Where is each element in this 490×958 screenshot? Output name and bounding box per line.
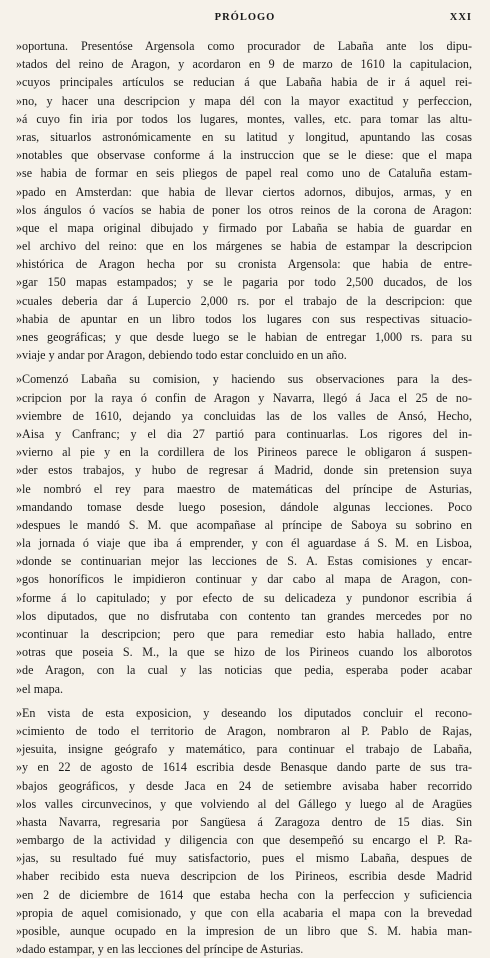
text-line: »los valles circunvecinos, y que volviendo al del Gállego y luego al de Aragües [16,796,472,811]
text-line: »habia de apuntar en un libro todos los lugares con sus respectivas situacio- [16,311,472,326]
page-header [0,12,490,28]
text-line: »nes geográficas; y que desde luego se le habian de entregar 1,000 rs. para su [16,330,472,344]
paragraph [16,370,472,697]
text-line: »tados del reino de Aragon, y acordaron en 9 de marzo de 1610 la capitulacion, [16,57,472,72]
text-line: »ras, situarlos astronómicamente en su latitud y longitud, apuntando las cosas [16,129,472,144]
body-text [16,37,472,958]
text-line: »bajos geográficos, y desde Jaca en 24 de setiembre avisaba haber recorrido [16,778,472,793]
text-line: »cuales deberia dar á Lupercio 2,000 rs. por el trabajo de la descripcion: que [16,293,472,308]
text-line: »vierno al pie y en la cordillera de los Pirineos parece le obligaron á suspen- [16,445,472,460]
text-line: »Comenzó Labaña su comision, y haciendo sus observaciones para la des- [16,372,472,387]
text-line: »se habia de formar en seis pliegos de papel real como uno de Cataluña estam- [16,166,472,181]
text-line: »gos honoríficos le impidieron continuar y dar cabo al mapa de Aragon, con- [16,572,472,587]
text-line: »oportuna. Presentóse Argensola como procurador de Labaña ante los dipu- [16,39,472,53]
text-line: »de Aragon, con la cual y las noticias que pedia, esperaba poder acabar [16,663,472,678]
text-line: »el mapa. [16,681,64,696]
text-line: »en 2 de diciembre de 1614 que estaba hecha con la perfeccion y suficiencia [16,887,472,902]
text-line: »viembre de 1610, dejando ya concluidas las de los valles de Ansó, Hecho, [16,408,472,423]
text-line: »histórica de Aragon hecha por su cronista Argensola: que habia de entre- [16,257,472,272]
text-line: »los diputados, que no disfrutaba con contento tan grandes mercedes por no [16,608,472,623]
text-line: »propia de aquel comisionado, y que con ella acabaria el mapa con la brevedad [16,905,472,920]
text-line: »no, y hacer una descripcion y mapa dél con la mayor exactitud y perfeccion, [16,93,472,108]
text-line: »le nombró el rey para maestro de matemáticas del príncipe de Asturias, [16,481,472,496]
text-line: »Aisa y Canfranc; y el dia 27 partió para continuarlas. Los rigores del in- [16,426,472,441]
running-title: PRÓLOGO [214,12,276,23]
text-line: »dado estampar, y en las lecciones del príncipe de Asturias. [16,942,304,957]
text-line: »la jornada ó viaje que iba á emprender, y con él aguardase á S. M. en Lisboa, [16,536,472,551]
text-line: »jas, su resultado fué muy satisfactorio, pues el mismo Labaña, despues de [16,851,472,866]
text-line: »der estos trabajos, y hubo de regresar á Madrid, donde sin pretension suya [16,463,472,478]
text-line: »los ángulos ó vacíos se habia de poner los otros reinos de la corona de Aragon: [16,202,472,217]
text-line: »que el mapa original dibujado y firmado por Labaña se habia de guardar en [16,220,472,235]
text-line: »notables que observase conforme á la instruccion que se le diese: que el mapa [16,148,472,163]
text-line: »hasta Navarra, regresaria por Sangüesa á Zaragoza dentro de 15 dias. Sin [16,814,472,829]
text-line: »cuyos principales artículos se reducian á que Labaña habia de ir á aquel rei- [16,75,472,90]
text-line: »En vista de esta exposicion, y deseando los diputados concluir el recono- [16,705,472,720]
text-line: »donde se continuarian mejor las lecciones de S. A. Estas comisiones y encar- [16,554,472,569]
text-line: »viaje y andar por Aragon, debiendo todo estar concluido en un año. [16,348,347,363]
text-line: »posible, aunque ocupado en la impresion de un libro que S. M. habia man- [16,924,472,938]
text-line: »pado en Amsterdan: que habia de llevar ciertos adornos, dibujos, armas, y en [16,184,472,199]
text-line: »despues le mandó S. M. que acompañase al príncipe de Saboya su sobrino en [16,517,472,532]
text-line: »y en 22 de agosto de 1614 escribia desde Benasque dando parte de sus tra- [16,760,472,775]
text-line: »otras que poseia S. M., la que se hizo de los Pirineos cuando los alborotos [16,645,472,660]
text-line: »cripcion por la raya ó confin de Aragon y Navarra, llegó á Jaca el 25 de no- [16,390,472,405]
paragraph [16,704,472,958]
text-line: »jesuita, insigne geógrafo y matemático, para continuar el trabajo de Labaña, [16,742,472,757]
text-line: »embargo de la actividad y diligencia con que desempeñó su encargo el P. Ra- [16,833,472,848]
text-line: »el archivo del reino: que en los márgenes se habia de estampar la descripcion [16,239,472,254]
text-line: »forme á lo capitulado; y por efecto de su delicadeza y pundonor escribia á [16,590,472,605]
page-number: XXI [449,12,472,23]
text-line: »cimiento de todo el territorio de Aragon, nombraron al P. Pablo de Rajas, [16,723,472,738]
text-line: »haber recibido esta nueva descripcion de los Pirineos, escribia desde Madrid [16,869,472,884]
text-line: »á cuyo fin iria por todos los lugares, montes, valles, etc. para tomar las altu- [16,111,472,126]
paragraph [16,37,472,364]
text-line: »gar 150 mapas estampados; y se le pagaria por todo 2,500 ducados, de los [16,275,472,290]
text-line: »continuar la descripcion; pero que para remediar esto habia hallado, entre [16,627,472,641]
text-line: »mandando tomase desde luego posesion, dándole algunas lecciones. Poco [16,499,472,514]
